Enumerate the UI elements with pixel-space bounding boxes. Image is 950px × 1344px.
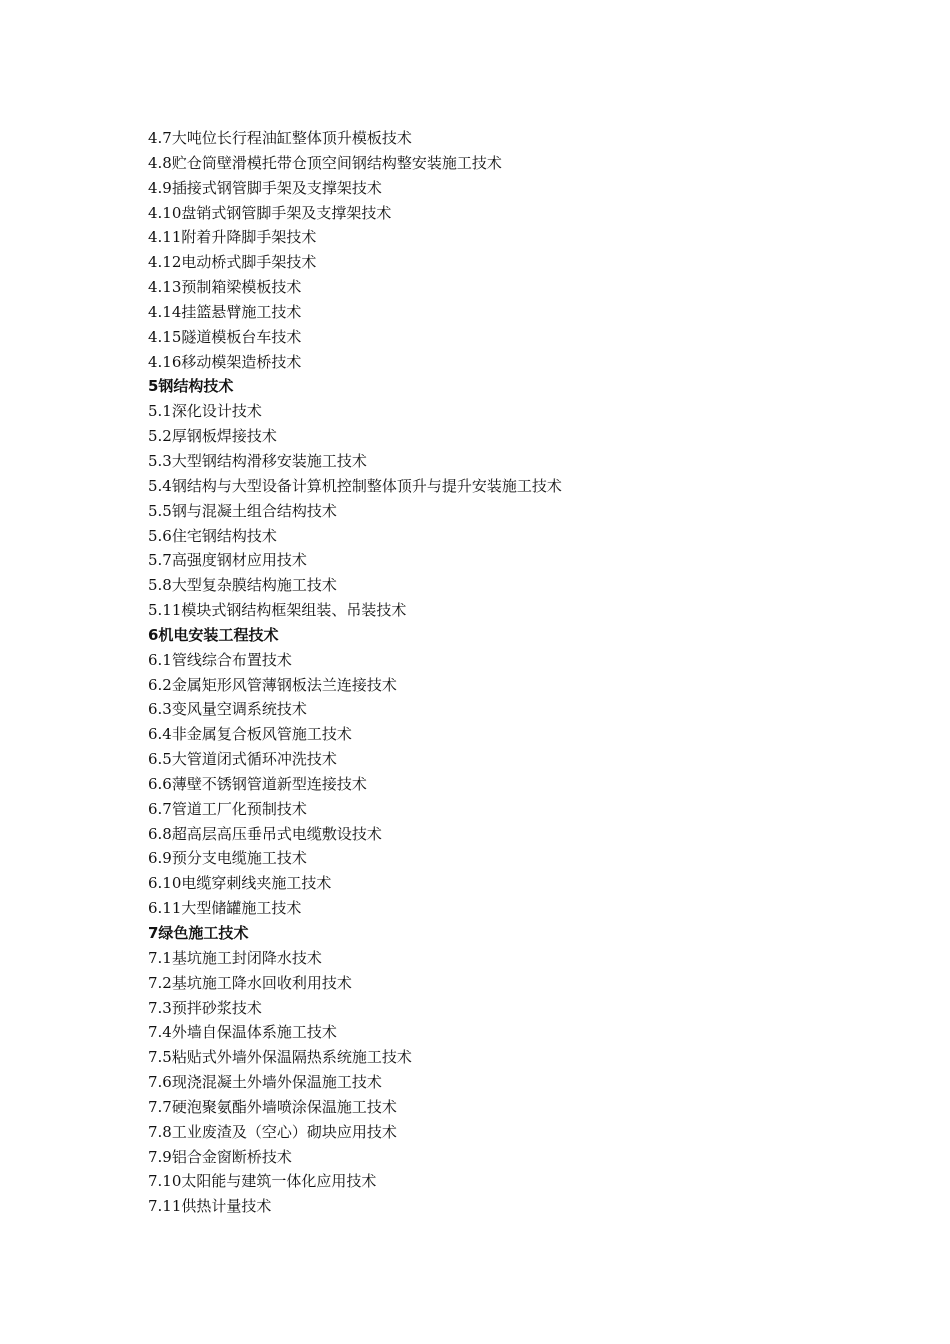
list-item: 7.1基坑施工封闭降水技术: [148, 948, 322, 967]
list-item: 5.3大型钢结构滑移安装施工技术: [148, 451, 367, 470]
list-item: 7.3预拌砂浆技术: [148, 998, 262, 1017]
list-item: 4.15隧道模板台车技术: [148, 327, 302, 346]
list-item: 4.7大吨位长行程油缸整体顶升模板技术: [148, 129, 412, 147]
list-item: 4.12电动桥式脚手架技术: [148, 253, 317, 272]
list-item: 7.2基坑施工降水回收利用技术: [148, 973, 352, 992]
list-item: 6.7管道工厂化预制技术: [148, 799, 307, 818]
list-item: 7.7硬泡聚氨酯外墙喷涂保温施工技术: [148, 1097, 397, 1116]
list-item: 6.4非金属复合板风管施工技术: [148, 725, 352, 744]
list-item: 6.1管线综合布置技术: [148, 650, 292, 669]
list-item: 6.8超高层高压垂吊式电缆敷设技术: [148, 824, 382, 843]
list-item: 5.8大型复杂膜结构施工技术: [148, 576, 337, 595]
list-item: 6.9预分支电缆施工技术: [148, 849, 307, 868]
list-item: 5.6住宅钢结构技术: [148, 526, 277, 545]
list-item: 5.2厚钢板焊接技术: [148, 427, 277, 446]
list-item: 7.5粘贴式外墙外保温隔热系统施工技术: [148, 1048, 412, 1067]
list-item: 6.6薄壁不锈钢管道新型连接技术: [148, 774, 367, 793]
section-heading: 5钢结构技术: [148, 377, 234, 396]
list-item: 4.11附着升降脚手架技术: [148, 228, 317, 247]
list-item: 5.5钢与混凝土组合结构技术: [148, 501, 337, 520]
list-item: 7.11供热计量技术: [148, 1197, 272, 1216]
list-item: 7.10太阳能与建筑一体化应用技术: [148, 1172, 377, 1191]
list-item: 7.6现浇混凝土外墙外保温施工技术: [148, 1073, 382, 1092]
section-heading: 6机电安装工程技术: [148, 625, 279, 644]
list-item: 4.9插接式钢管脚手架及支撑架技术: [148, 178, 382, 197]
section-heading: 7绿色施工技术: [148, 924, 249, 942]
list-item: 4.8贮仓筒壁滑模托带仓顶空间钢结构整安装施工技术: [148, 153, 502, 172]
list-item: 6.3变风量空调系统技术: [148, 700, 307, 719]
list-item: 4.13预制箱梁模板技术: [148, 278, 302, 297]
list-item: 4.14挂篮悬臂施工技术: [148, 302, 302, 321]
list-item: 6.5大管道闭式循环冲洗技术: [148, 750, 337, 769]
list-item: 6.2金属矩形风管薄钢板法兰连接技术: [148, 675, 397, 694]
list-item: 5.11模块式钢结构框架组装、吊装技术: [148, 601, 407, 620]
list-item: 7.4外墙自保温体系施工技术: [148, 1023, 337, 1042]
list-item: 4.10盘销式钢管脚手架及支撑架技术: [148, 203, 392, 222]
list-item: 4.16移动模架造桥技术: [148, 352, 302, 371]
list-item: 5.1深化设计技术: [148, 402, 262, 421]
table-of-contents: [148, 126, 848, 1219]
list-item: 7.9铝合金窗断桥技术: [148, 1147, 292, 1166]
list-item: 5.4钢结构与大型设备计算机控制整体顶升与提升安装施工技术: [148, 476, 562, 495]
list-item: 7.8工业废渣及（空心）砌块应用技术: [148, 1122, 397, 1141]
list-item: 6.11大型储罐施工技术: [148, 899, 302, 918]
list-item: 5.7高强度钢材应用技术: [148, 551, 307, 570]
list-item: 6.10电缆穿刺线夹施工技术: [148, 874, 332, 893]
